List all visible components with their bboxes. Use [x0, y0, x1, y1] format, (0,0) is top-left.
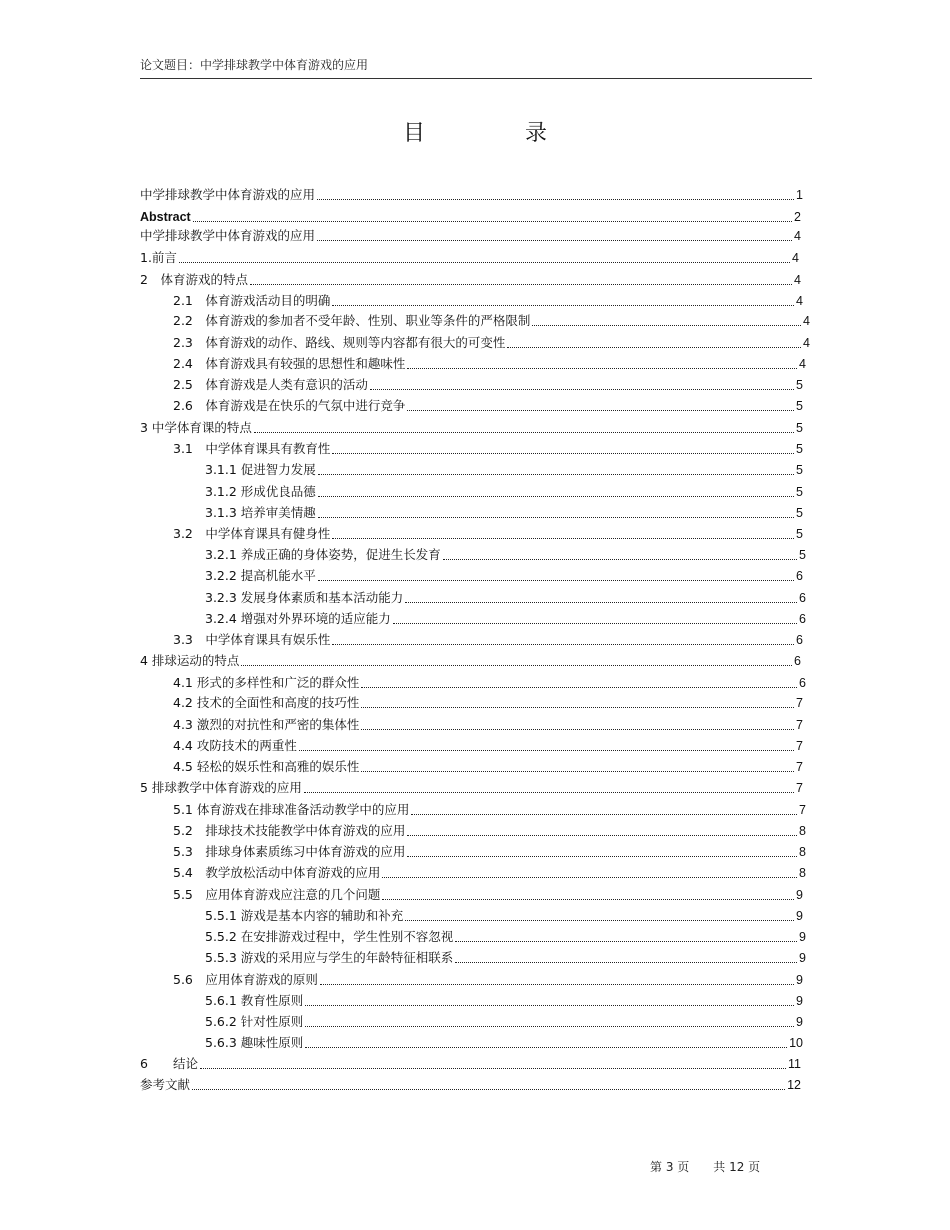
- toc-entry[interactable]: [205, 504, 803, 522]
- toc-entry[interactable]: [205, 461, 803, 479]
- toc-dot-leader: [317, 227, 792, 245]
- toc-entry-page: 5: [796, 506, 803, 520]
- toc-dot-leader: [305, 1013, 794, 1031]
- toc-entry-page: 7: [796, 718, 803, 732]
- toc-entry-page: 6: [799, 612, 806, 626]
- toc-entry-title: 5.5.1 游戏是基本内容的辅助和补充: [205, 908, 404, 923]
- toc-dot-leader: [318, 483, 794, 501]
- toc-entry[interactable]: [205, 949, 806, 967]
- toc-entry-page: 1: [796, 188, 803, 202]
- toc-entry-page: 12: [787, 1078, 801, 1092]
- toc-dot-leader: [407, 822, 797, 840]
- toc-entry-page: 9: [799, 951, 806, 965]
- toc-entry-title: 中学排球教学中体育游戏的应用: [140, 187, 316, 202]
- toc-entry-page: 7: [796, 781, 803, 795]
- toc-entry-title: 4.3 激烈的对抗性和严密的集体性: [173, 717, 360, 732]
- toc-entry-title: 4 排球运动的特点: [140, 653, 240, 668]
- toc-entry-title: 5.6.2 针对性原则: [205, 1014, 304, 1029]
- toc-dot-leader: [407, 397, 794, 415]
- toc-entry-title: 参考文献: [140, 1077, 191, 1092]
- toc-entry-title: 2 体育游戏的特点: [140, 272, 248, 287]
- toc-entry-page: 9: [796, 909, 803, 923]
- toc-entry-page: 9: [796, 973, 803, 987]
- title-char-1: 目: [402, 121, 425, 146]
- toc-entry-title: 3.2.4 增强对外界环境的适应能力: [205, 611, 391, 626]
- toc-dot-leader: [455, 949, 797, 967]
- toc-entry[interactable]: [140, 208, 801, 226]
- toc-dot-leader: [305, 992, 794, 1010]
- toc-entry-title: 5.4 教学放松活动中体育游戏的应用: [173, 865, 381, 880]
- toc-dot-leader: [241, 652, 792, 670]
- toc-entry[interactable]: [173, 674, 806, 692]
- toc-dot-leader: [305, 1034, 787, 1052]
- toc-entry-title: 4.1 形式的多样性和广泛的群众性: [173, 675, 360, 690]
- toc-entry-page: 7: [796, 760, 803, 774]
- toc-dot-leader: [332, 440, 794, 458]
- toc-entry[interactable]: [173, 864, 806, 882]
- toc-dot-leader: [370, 376, 794, 394]
- toc-entry-page: 5: [796, 421, 803, 435]
- toc-entry-title: 3 中学体育课的特点: [140, 420, 252, 435]
- toc-entry-title: 3.1 中学体育课具有教育性: [173, 441, 331, 456]
- toc-entry[interactable]: [173, 737, 803, 755]
- toc-entry[interactable]: [140, 271, 801, 289]
- toc-entry-page: 9: [796, 888, 803, 902]
- toc-entry-title: 3.1.2 形成优良品德: [205, 484, 316, 499]
- running-header: 论文题目：中学排球教学中体育游戏的应用: [140, 58, 369, 72]
- toc-dot-leader: [318, 461, 794, 479]
- toc-entry-page: 6: [796, 569, 803, 583]
- toc-entry[interactable]: [140, 1076, 801, 1094]
- toc-dot-leader: [179, 249, 790, 267]
- toc-dot-leader: [332, 631, 794, 649]
- toc-dot-leader: [318, 504, 794, 522]
- toc-entry-page: 5: [796, 399, 803, 413]
- toc-dot-leader: [507, 334, 801, 352]
- toc-entry-title: 5.6.3 趣味性原则: [205, 1035, 304, 1050]
- toc-entry-title: 2.4 体育游戏具有较强的思想性和趣味性: [173, 356, 406, 371]
- toc-entry-title: 5.6.1 教育性原则: [205, 993, 304, 1008]
- toc-dot-leader: [318, 567, 794, 585]
- toc-entry-page: 7: [796, 696, 803, 710]
- page-number: 第 3 页: [650, 1160, 690, 1174]
- toc-dot-leader: [532, 312, 801, 330]
- toc-entry[interactable]: [205, 546, 806, 564]
- title-char-2: 录: [525, 121, 548, 146]
- toc-dot-leader: [455, 928, 797, 946]
- toc-entry[interactable]: [205, 1034, 803, 1052]
- toc-dot-leader: [443, 546, 797, 564]
- toc-entry[interactable]: [205, 1013, 803, 1031]
- toc-entry-title: 3.3 中学体育课具有娱乐性: [173, 632, 331, 647]
- toc-dot-leader: [193, 208, 792, 226]
- toc-entry[interactable]: [140, 249, 799, 267]
- toc-dot-leader: [332, 292, 794, 310]
- toc-entry-page: 7: [796, 739, 803, 753]
- toc-entry-page: 4: [799, 357, 806, 371]
- toc-dot-leader: [361, 716, 794, 734]
- toc-entry-title: Abstract: [140, 210, 191, 224]
- toc-entry-title: 5.5 应用体育游戏应注意的几个问题: [173, 887, 381, 902]
- toc-entry[interactable]: [173, 801, 806, 819]
- toc-entry-page: 7: [799, 803, 806, 817]
- toc-entry[interactable]: [173, 376, 803, 394]
- toc-entry-page: 8: [799, 845, 806, 859]
- toc-entry[interactable]: [173, 716, 803, 734]
- toc-entry-page: 4: [803, 314, 810, 328]
- toc-entry-title: 2.1 体育游戏活动目的明确: [173, 293, 331, 308]
- toc-dot-leader: [407, 843, 797, 861]
- toc-entry-title: 2.5 体育游戏是人类有意识的活动: [173, 377, 368, 392]
- toc-entry-title: 5.2 排球技术技能教学中体育游戏的应用: [173, 823, 406, 838]
- toc-entry[interactable]: [173, 312, 810, 330]
- toc-dot-leader: [405, 589, 797, 607]
- toc-entry-title: 5.5.3 游戏的采用应与学生的年龄特征相联系: [205, 950, 454, 965]
- toc-entry[interactable]: [173, 694, 803, 712]
- toc-entry[interactable]: [205, 483, 803, 501]
- toc-entry-page: 4: [792, 251, 799, 265]
- toc-entry[interactable]: [140, 227, 801, 245]
- toc-dot-leader: [192, 1076, 785, 1094]
- toc-entry[interactable]: [140, 1055, 801, 1073]
- toc-dot-leader: [250, 271, 792, 289]
- toc-entry[interactable]: [173, 886, 803, 904]
- toc-entry[interactable]: [140, 419, 803, 437]
- toc-entry-title: 3.1.1 促进智力发展: [205, 462, 316, 477]
- toc-entry-title: 2.2 体育游戏的参加者不受年龄、性别、职业等条件的严格限制: [173, 313, 531, 328]
- toc-entry[interactable]: [173, 292, 803, 310]
- toc-entry[interactable]: [205, 928, 806, 946]
- toc-entry-title: 4.5 轻松的娱乐性和高雅的娱乐性: [173, 759, 360, 774]
- toc-entry-page: 6: [794, 654, 801, 668]
- toc-entry-page: 2: [794, 210, 801, 224]
- toc-entry[interactable]: [173, 843, 806, 861]
- toc-entry[interactable]: [173, 758, 803, 776]
- toc-entry-page: 5: [796, 463, 803, 477]
- toc-entry[interactable]: [140, 779, 803, 797]
- toc-entry-page: 11: [788, 1057, 801, 1071]
- toc-entry[interactable]: [173, 397, 803, 415]
- toc-entry[interactable]: [205, 567, 803, 585]
- toc-entry-page: 9: [796, 994, 803, 1008]
- toc-dot-leader: [299, 737, 794, 755]
- toc-entry-page: 4: [803, 336, 810, 350]
- toc-entry-title: 4.2 技术的全面性和高度的技巧性: [173, 695, 360, 710]
- toc-entry-title: 5.6 应用体育游戏的原则: [173, 972, 318, 987]
- toc-dot-leader: [320, 971, 794, 989]
- toc-entry-page: 4: [794, 273, 801, 287]
- toc-dot-leader: [304, 779, 794, 797]
- toc-entry-title: 5.5.2 在安排游戏过程中，学生性别不容忽视: [205, 929, 454, 944]
- toc-entry-page: 8: [799, 866, 806, 880]
- toc-entry-page: 9: [799, 930, 806, 944]
- toc-entry[interactable]: [205, 610, 806, 628]
- toc-entry-page: 9: [796, 1015, 803, 1029]
- toc-entry[interactable]: [173, 355, 806, 373]
- toc-entry[interactable]: [140, 652, 801, 670]
- toc-entry-title: 3.2 中学体育课具有健身性: [173, 526, 331, 541]
- toc-entry[interactable]: [205, 992, 803, 1010]
- toc-entry[interactable]: [205, 589, 806, 607]
- toc-entry-page: 6: [799, 676, 806, 690]
- toc-entry-title: 3.1.3 培养审美情趣: [205, 505, 316, 520]
- toc-entry-page: 8: [799, 824, 806, 838]
- toc-entry-page: 4: [794, 229, 801, 243]
- toc-dot-leader: [361, 758, 794, 776]
- page-footer: [650, 1158, 760, 1175]
- toc-dot-leader: [405, 907, 794, 925]
- toc-dot-leader: [411, 801, 797, 819]
- toc-entry-title: 1.前言: [140, 250, 177, 265]
- toc-entry-title: 4.4 攻防技术的两重性: [173, 738, 297, 753]
- toc-entry-page: 6: [796, 633, 803, 647]
- toc-dot-leader: [317, 186, 794, 204]
- toc-entry-title: 5.3 排球身体素质练习中体育游戏的应用: [173, 844, 406, 859]
- toc-entry-title: 5.1 体育游戏在排球准备活动教学中的应用: [173, 802, 410, 817]
- toc-entry-title: 5 排球教学中体育游戏的应用: [140, 780, 302, 795]
- toc-dot-leader: [361, 694, 794, 712]
- total-pages: 共 12 页: [713, 1160, 761, 1174]
- toc-entry[interactable]: [173, 440, 803, 458]
- toc-entry-page: 5: [796, 485, 803, 499]
- toc-entry-page: 4: [796, 294, 803, 308]
- toc-dot-leader: [361, 674, 797, 692]
- toc-entry-page: 5: [796, 378, 803, 392]
- toc-entry[interactable]: [173, 525, 803, 543]
- toc-entry-title: 2.3 体育游戏的动作、路线、规则等内容都有很大的可变性: [173, 335, 506, 350]
- toc-entry-page: 6: [799, 591, 806, 605]
- toc-entry-title: 3.2.2 提高机能水平: [205, 568, 316, 583]
- toc-entry-title: 6 结论: [140, 1056, 198, 1071]
- toc-dot-leader: [254, 419, 794, 437]
- toc-entry[interactable]: [173, 334, 810, 352]
- toc-dot-leader: [200, 1055, 786, 1073]
- toc-entry[interactable]: [140, 186, 803, 204]
- toc-dot-leader: [332, 525, 794, 543]
- toc-entry-page: 5: [796, 442, 803, 456]
- toc-dot-leader: [407, 355, 797, 373]
- toc-entry[interactable]: [173, 971, 803, 989]
- toc-entry-title: 3.2.1 养成正确的身体姿势，促进生长发育: [205, 547, 441, 562]
- toc-entry-title: 2.6 体育游戏是在快乐的气氛中进行竞争: [173, 398, 406, 413]
- toc-entry-page: 10: [789, 1036, 803, 1050]
- toc-dot-leader: [393, 610, 797, 628]
- toc-entry[interactable]: [173, 631, 803, 649]
- toc-entry[interactable]: [173, 822, 806, 840]
- toc-dot-leader: [382, 864, 797, 882]
- toc-entry-page: 5: [796, 527, 803, 541]
- toc-entry-title: 中学排球教学中体育游戏的应用: [140, 228, 316, 243]
- toc-entry-page: 5: [799, 548, 806, 562]
- toc-entry-title: 3.2.3 发展身体素质和基本活动能力: [205, 590, 404, 605]
- toc-dot-leader: [382, 886, 794, 904]
- toc-entry[interactable]: [205, 907, 803, 925]
